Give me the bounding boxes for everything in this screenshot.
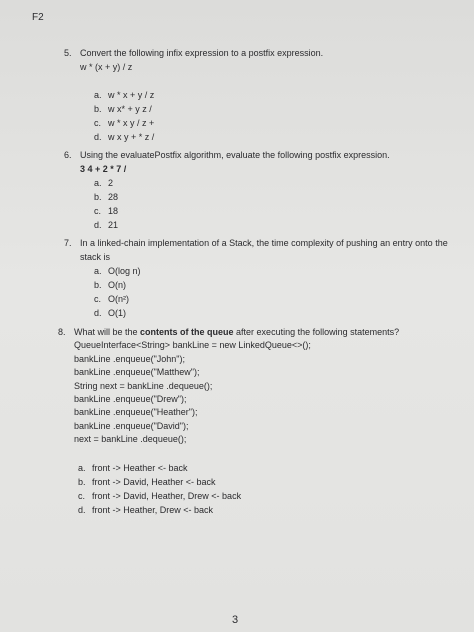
option-b: b. 28 bbox=[94, 192, 119, 202]
question-text: In a linked-chain implementation of a Stack, the time complexity of pushing an entry onto the bbox=[80, 238, 448, 248]
option-c: c. w * x y / z + bbox=[94, 118, 155, 128]
question-text-continued: stack is bbox=[80, 252, 111, 262]
code-line: QueueInterface<String> bankLine = new LinkedQueue<>(); bbox=[74, 340, 311, 351]
code-line: next = bankLine .dequeue(); bbox=[74, 434, 187, 445]
question-number: 7. bbox=[64, 238, 72, 248]
question-8 bbox=[58, 326, 458, 517]
page-header: F2 bbox=[32, 12, 44, 23]
code-line: bankLine .enqueue("Drew"); bbox=[74, 394, 187, 405]
question-expression: w * (x + y) / z bbox=[80, 62, 133, 72]
code-line: bankLine .enqueue("Heather"); bbox=[74, 407, 198, 418]
page-number: 3 bbox=[232, 614, 239, 626]
question-text: Convert the following infix expression to a postfix expression. bbox=[80, 48, 324, 58]
question-text: Using the evaluatePostfix algorithm, evaluate the following postfix expression. bbox=[80, 150, 390, 160]
option-a: a. 2 bbox=[94, 178, 114, 188]
code-line: bankLine .enqueue("Matthew"); bbox=[74, 367, 200, 378]
option-a: a. O(log n) bbox=[94, 266, 141, 276]
code-block bbox=[74, 339, 458, 446]
option-b: b. w x* + y z / bbox=[94, 104, 152, 114]
question-text: What will be the contents of the queue after executing the following statements? bbox=[74, 327, 400, 337]
code-line: bankLine .enqueue("David"); bbox=[74, 420, 189, 431]
options-list bbox=[78, 461, 458, 517]
option-d: d. w x y + * z / bbox=[94, 132, 155, 142]
option-b: b. front -> David, Heather <- back bbox=[78, 476, 216, 487]
options-list bbox=[94, 88, 454, 144]
question-number: 5. bbox=[64, 48, 72, 58]
question-number: 8. bbox=[58, 327, 66, 337]
question-5 bbox=[64, 46, 454, 144]
question-6 bbox=[64, 148, 454, 232]
question-expression: 3 4 + 2 * 7 / bbox=[80, 164, 127, 174]
option-b: b. O(n) bbox=[94, 280, 126, 290]
option-a: a. w * x + y / z bbox=[94, 90, 155, 100]
code-line: String next = bankLine .dequeue(); bbox=[74, 380, 213, 391]
option-d: d. front -> Heather, Drew <- back bbox=[78, 504, 214, 515]
option-d: d. 21 bbox=[94, 220, 119, 230]
option-c: c. O(n²) bbox=[94, 294, 129, 304]
question-7 bbox=[64, 236, 464, 320]
option-c: c. front -> David, Heather, Drew <- back bbox=[78, 490, 242, 501]
code-line: bankLine .enqueue("John"); bbox=[74, 353, 185, 364]
option-a: a. front -> Heather <- back bbox=[78, 462, 188, 473]
question-number: 6. bbox=[64, 150, 72, 160]
options-list bbox=[94, 264, 464, 320]
options-list bbox=[94, 176, 454, 232]
option-d: d. O(1) bbox=[94, 308, 126, 318]
option-c: c. 18 bbox=[94, 206, 119, 216]
